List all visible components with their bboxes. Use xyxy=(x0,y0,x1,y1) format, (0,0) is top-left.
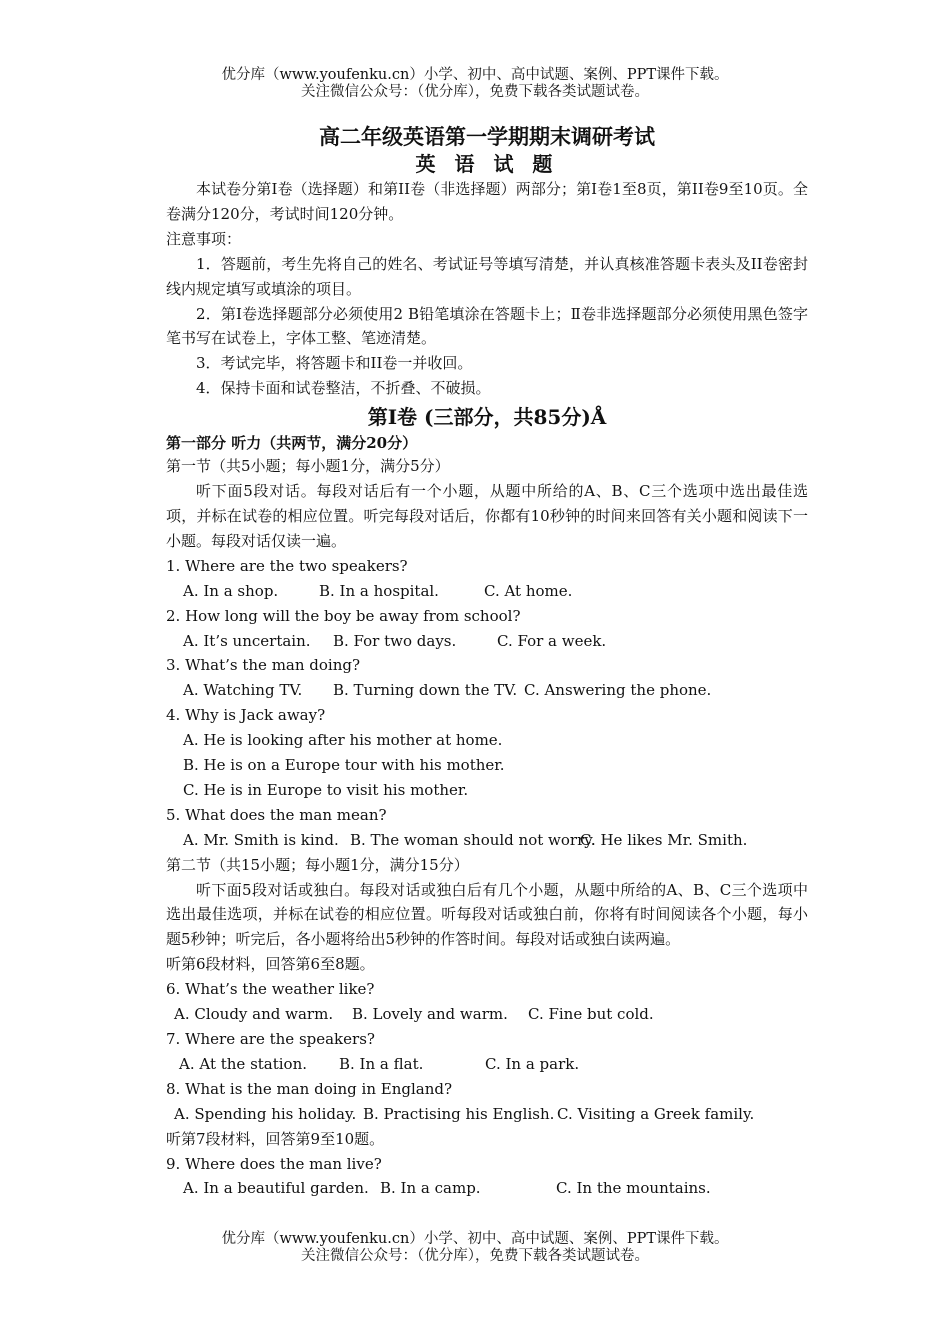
option-c: C. Answering the phone. xyxy=(524,681,712,700)
option-c: C. Visiting a Greek family. xyxy=(557,1104,755,1123)
option-c: C. At home. xyxy=(484,581,573,600)
exam-body xyxy=(166,123,808,1201)
options-row xyxy=(166,1176,808,1201)
header-line-2: 关注微信公众号：（优分库），免费下载各类试题试卷。 xyxy=(301,84,649,100)
option-a: A. In a beautiful garden. xyxy=(183,1179,369,1198)
footer-line-2: 关注微信公众号：（优分库），免费下载各类试题试卷。 xyxy=(301,1248,649,1264)
part-one-heading: 第I卷 (三部分，共85分)Å xyxy=(367,405,607,430)
page-header xyxy=(0,67,950,101)
option-c: C. In the mountains. xyxy=(556,1179,711,1198)
question-stem: 5. What does the man mean? xyxy=(166,805,387,824)
option-c: C. For a week. xyxy=(497,631,607,650)
option-b: B. In a flat. xyxy=(339,1054,424,1073)
section-1-subheading: 第一节（共5小题；每小题1分，满分5分） xyxy=(166,457,450,476)
notice-item: 3．考试完毕，将答题卡和II卷一并收回。 xyxy=(196,354,473,373)
options-row xyxy=(166,678,808,703)
section-1-instruction: 听下面5段对话。每段对话后有一个小题，从题中所给的A、B、C三个选项中选出最佳选项，并标在试卷的相应位置。听完每段对话后，你都有10秒钟的时间来回答有关小题和阅读下一小题。每段对话仅读一遍。 xyxy=(166,482,808,550)
notice-item: 2．第Ⅰ卷选择题部分必须使用2 B铅笔填涂在答题卡上；Ⅱ卷非选择题部分必须使用黑色签字笔书写在试卷上，字体工整、笔迹清楚。 xyxy=(166,304,808,348)
material-note: 听第6段材料，回答第6至8题。 xyxy=(166,955,375,974)
notice-item: 4．保持卡面和试卷整洁，不折叠、不破损。 xyxy=(196,379,491,398)
options-row xyxy=(166,579,808,604)
option-a: A. Watching TV. xyxy=(183,681,303,700)
option-c: C. He likes Mr. Smith. xyxy=(580,830,748,849)
option-b: B. Lovely and warm. xyxy=(352,1005,508,1024)
option-c: C. Fine but cold. xyxy=(528,1005,654,1024)
option-c: C. In a park. xyxy=(485,1054,580,1073)
options-row xyxy=(166,1002,808,1027)
option-a: A. Mr. Smith is kind. xyxy=(183,830,339,849)
option-a: A. Cloudy and warm. xyxy=(174,1005,334,1024)
question-stem: 2. How long will the boy be away from school? xyxy=(166,606,521,625)
question-stem: 3. What’s the man doing? xyxy=(166,656,361,675)
options-row xyxy=(166,1052,808,1077)
question-stem: 8. What is the man doing in England? xyxy=(166,1079,453,1098)
material-note: 听第7段材料，回答第9至10题。 xyxy=(166,1129,385,1148)
option-a: A. He is looking after his mother at home. xyxy=(183,731,503,750)
options-row xyxy=(166,828,808,853)
question-stem: 4. Why is Jack away? xyxy=(166,706,326,725)
question-stem: 7. Where are the speakers? xyxy=(166,1030,375,1048)
exam-subtitle: 英 语 试 题 xyxy=(415,152,559,176)
section-2-instruction: 听下面5段对话或独白。每段对话或独白后有几个小题，从题中所给的A、B、C三个选项中选出最佳选项，并标在试卷的相应位置。听每段对话或独白前，你将有时间阅读各个小题，每小题5秒钟；听完后，各小题将给出5秒钟的作答时间。每段对话或独白读两遍。 xyxy=(166,880,808,949)
exam-title: 高二年级英语第一学期期末调研考试 xyxy=(319,124,655,149)
options-row xyxy=(166,1102,808,1127)
question-stem: 1. Where are the two speakers? xyxy=(166,556,408,575)
footer-line-1: 优分库（www.youfenku.cn）小学、初中、高中试题、案例、PPT课件下载。 xyxy=(221,1231,729,1247)
option-b: B. In a hospital. xyxy=(319,581,439,600)
option-a: A. It’s uncertain. xyxy=(183,631,311,650)
option-b: B. For two days. xyxy=(333,631,457,650)
option-b: B. He is on a Europe tour with his mother. xyxy=(183,756,505,775)
option-a: A. At the station. xyxy=(179,1054,308,1073)
page-footer xyxy=(0,1231,950,1265)
notice-item: 1．答题前，考生先将自己的姓名、考试证号等填写清楚，并认真核准答题卡表头及II卷密封线内规定填写或填涂的项目。 xyxy=(166,254,808,298)
option-c: C. He is in Europe to visit his mother. xyxy=(183,780,469,799)
section-2-subheading: 第二节（共15小题；每小题1分，满分15分） xyxy=(166,855,469,874)
option-a: A. Spending his holiday. xyxy=(174,1104,357,1123)
listening-heading: 第一部分 听力（共两节，满分20分） xyxy=(166,434,418,453)
option-b: B. Practising his English. xyxy=(363,1104,555,1123)
question-stem: 9. Where does the man live? xyxy=(166,1154,382,1173)
option-a: A. In a shop. xyxy=(183,581,279,600)
notice-label: 注意事项： xyxy=(166,229,242,248)
header-line-1: 优分库（www.youfenku.cn）小学、初中、高中试题、案例、PPT课件下载。 xyxy=(221,67,729,83)
intro-paragraph: 本试卷分第Ⅰ卷（选择题）和第II卷（非选择题）两部分；第I卷1至8页，第II卷9至10页。全卷满分120分，考试时间120分钟。 xyxy=(166,180,808,223)
option-b: B. The woman should not worry. xyxy=(350,830,596,849)
options-row xyxy=(166,629,808,654)
question-stem: 6. What’s the weather like? xyxy=(166,980,375,999)
option-b: B. In a camp. xyxy=(380,1179,481,1198)
option-b: B. Turning down the TV. xyxy=(333,681,518,700)
